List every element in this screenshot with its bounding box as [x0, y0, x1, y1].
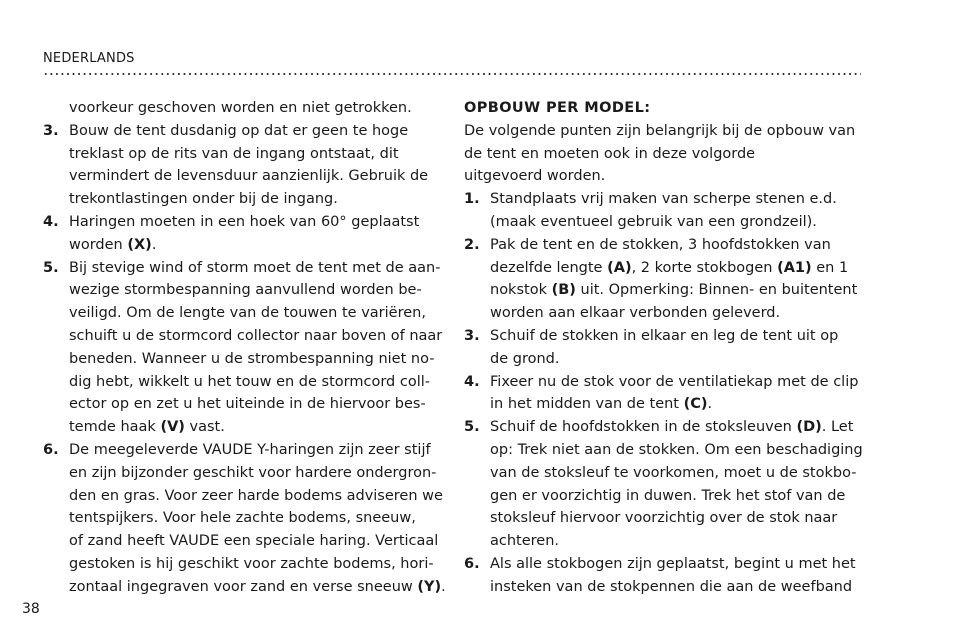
text-segment: ector op en zet u het uiteinde in de hiervoor bes- — [69, 396, 426, 413]
text-line — [43, 188, 438, 211]
item-number: 3. — [43, 122, 59, 139]
text-line — [464, 439, 863, 462]
text-line — [43, 143, 438, 166]
list-item — [464, 416, 863, 553]
text-segment: beneden. Wanneer u de strombespanning niet no- — [69, 350, 435, 367]
text-segment: . — [707, 396, 713, 413]
text-segment: vermindert de levensduur aanzienlijk. Gebruik de — [69, 168, 429, 185]
text-segment: den en gras. Voor zeer harde bodems adviseren we — [69, 487, 443, 504]
list-item — [43, 97, 438, 120]
right-column — [464, 97, 863, 599]
text-segment: trekontlastingen onder bij de ingang. — [69, 191, 338, 208]
page-number: 38 — [22, 601, 40, 617]
list-item — [464, 234, 859, 325]
text-line — [43, 302, 438, 325]
text-segment: op: Trek niet aan de stokken. Om een beschadiging — [490, 441, 863, 458]
figure-reference: (A1) — [777, 259, 812, 276]
text-line — [464, 416, 859, 439]
text-line — [464, 188, 859, 211]
text-segment: schuift u de stormcord collector naar boven of naar — [69, 327, 443, 344]
text-segment: worden — [69, 236, 128, 253]
text-line — [464, 576, 859, 599]
text-line — [43, 257, 441, 280]
text-segment: en zijn bijzonder geschikt voor hardere ondergron- — [69, 464, 437, 481]
item-number: 3. — [464, 327, 480, 344]
text-segment: zontaal ingegraven voor zand en verse sneeuw — [69, 578, 418, 595]
text-line — [464, 393, 859, 416]
text-segment: uit. Opmerking: Binnen- en buitentent — [575, 282, 858, 299]
text-line — [43, 234, 438, 257]
text-segment: . — [441, 578, 446, 595]
text-segment: De meegeleverde VAUDE Y-haringen zijn zeer stijf — [69, 441, 431, 458]
assembly-steps — [464, 188, 863, 598]
text-line — [43, 97, 438, 120]
text-segment: Pak de tent en de stokken, 3 hoofdstokken van — [490, 236, 831, 253]
text-segment: voorkeur geschoven worden en niet getrokken. — [69, 100, 412, 116]
text-line — [464, 325, 859, 348]
figure-reference: (V) — [160, 419, 185, 436]
text-segment: treklast op de rits van de ingang ontstaat, dit — [69, 145, 399, 162]
text-segment: Bij stevige wind of storm moet de tent met de aan- — [69, 259, 441, 276]
list-item — [464, 553, 859, 599]
list-item — [464, 371, 859, 417]
text-segment: stoksleuf hiervoor voorzichtig over de stok naar — [490, 510, 838, 527]
item-number: 4. — [464, 373, 480, 390]
text-segment: in het midden van de tent — [490, 396, 684, 413]
text-segment: gestoken is hij geschikt voor zachte bodems, hori- — [69, 555, 434, 572]
text-segment: dig hebt, wikkelt u het touw en de stormcord coll- — [69, 373, 430, 390]
list-item — [464, 188, 859, 234]
text-line — [464, 553, 859, 576]
intro-line: uitgevoerd worden. — [464, 168, 606, 185]
text-line — [464, 462, 859, 485]
text-segment: Als alle stokbogen zijn geplaatst, begint u met het — [490, 555, 856, 572]
item-number: 2. — [464, 236, 480, 253]
item-number: 6. — [43, 441, 59, 458]
figure-reference: (A) — [607, 259, 632, 276]
list-item — [43, 257, 443, 439]
text-line — [464, 507, 859, 530]
list-item — [464, 325, 859, 371]
item-number: 6. — [464, 555, 480, 572]
text-line — [464, 485, 859, 508]
text-line — [464, 302, 859, 325]
text-segment: de grond. — [490, 350, 560, 367]
text-segment: Standplaats vrij maken van scherpe stenen e.d. — [490, 191, 837, 208]
dotted-divider — [43, 72, 861, 76]
item-number: 1. — [464, 191, 480, 208]
text-segment: gen er voorzichtig in duwen. Trek het stof van de — [490, 487, 846, 504]
text-line — [43, 553, 438, 576]
text-line — [43, 576, 446, 599]
text-segment: en 1 — [811, 259, 849, 276]
list-item — [43, 120, 438, 211]
text-segment: Schuif de hoofdstokken in de stoksleuven — [490, 419, 797, 436]
text-segment: vast. — [184, 419, 225, 436]
text-segment: worden aan elkaar verbonden geleverd. — [490, 305, 781, 322]
text-segment: of zand heeft VAUDE een speciale haring. Verticaal — [69, 533, 439, 550]
text-line — [43, 325, 443, 348]
text-line — [43, 462, 438, 485]
text-line — [43, 416, 438, 439]
intro-line: De volgende punten zijn belangrijk bij de opbouw van — [464, 122, 856, 139]
list-item — [43, 439, 446, 599]
text-line — [43, 120, 438, 143]
text-segment: insteken van de stokpennen die aan de weefband — [490, 578, 853, 595]
text-line — [43, 485, 443, 508]
text-segment: wezige stormbespanning aanvullend worden be- — [69, 282, 422, 299]
text-line — [464, 234, 859, 257]
intro-line: de tent en moeten ook in deze volgorde — [464, 145, 756, 162]
text-line — [43, 211, 438, 234]
text-line — [464, 371, 859, 394]
item-number: 5. — [464, 419, 480, 436]
text-segment: . Let — [821, 419, 854, 436]
text-segment: Schuif de stokken in elkaar en leg de tent uit op — [490, 327, 839, 344]
item-number: 5. — [43, 259, 59, 276]
text-line — [43, 371, 438, 394]
text-segment: , 2 korte stokbogen — [631, 259, 778, 276]
text-segment: . — [151, 236, 157, 253]
figure-reference: (X) — [127, 236, 152, 253]
text-segment: tentspijkers. Voor hele zachte bodems, sneeuw, — [69, 510, 416, 527]
figure-reference: (B) — [551, 282, 576, 299]
section-heading: OPBOUW PER MODEL: — [464, 100, 651, 116]
text-segment: Fixeer nu de stok voor de ventilatiekap met de clip — [490, 373, 859, 390]
text-segment: temde haak — [69, 419, 161, 436]
item-number: 4. — [43, 213, 59, 230]
text-line — [43, 348, 438, 371]
text-segment: dezelfde lengte — [490, 259, 608, 276]
text-line — [43, 530, 438, 553]
text-segment: (maak eventueel gebruik van een grondzeil). — [490, 213, 817, 230]
text-line — [43, 393, 438, 416]
text-segment: nokstok — [490, 282, 552, 299]
figure-reference: (D) — [796, 419, 822, 436]
text-line — [43, 279, 438, 302]
text-segment: van de stoksleuf te voorkomen, moet u de stokbo- — [490, 464, 857, 481]
text-segment: Bouw de tent dusdanig op dat er geen te hoge — [69, 122, 409, 139]
language-header: NEDERLANDS — [43, 51, 135, 66]
figure-reference: (Y) — [417, 578, 442, 595]
text-line — [464, 348, 859, 371]
text-line — [464, 257, 859, 280]
text-segment: veiligd. Om de lengte van de touwen te variëren, — [69, 305, 426, 322]
text-line — [464, 279, 859, 302]
list-item — [43, 211, 438, 257]
text-line — [43, 439, 438, 462]
text-line — [43, 507, 438, 530]
text-segment: Haringen moeten in een hoek van 60° geplaatst — [69, 213, 420, 230]
figure-reference: (C) — [683, 396, 708, 413]
text-segment: achteren. — [490, 533, 560, 550]
left-column — [43, 97, 446, 599]
text-line — [464, 211, 859, 234]
text-line — [464, 530, 859, 553]
intro-paragraph — [464, 120, 859, 188]
text-line — [43, 165, 438, 188]
